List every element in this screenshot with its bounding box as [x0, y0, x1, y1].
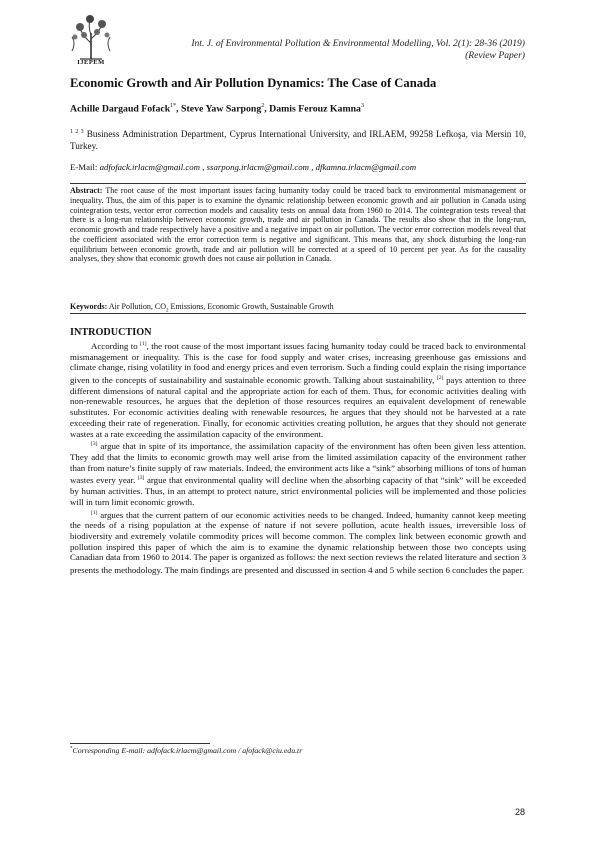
- citation-marker[interactable]: [3]: [137, 475, 145, 482]
- email-line: [70, 162, 526, 172]
- paragraph-2: [70, 439, 526, 507]
- abstract: [70, 186, 526, 264]
- citation-marker[interactable]: [1]: [140, 341, 147, 347]
- section-heading-introduction: INTRODUCTION: [70, 327, 152, 338]
- author-3: Damis Ferouz Kamna: [269, 103, 361, 115]
- journal-logo: [66, 13, 116, 69]
- author-separator: ,: [176, 103, 182, 115]
- keywords: [70, 302, 526, 317]
- footnote: [70, 746, 526, 755]
- footnote-text: Corresponding E-mail: adfofack.irlacm@gmail.com / afofack@ciu.edu.tr: [72, 746, 303, 755]
- citation-marker[interactable]: [2]: [437, 375, 444, 382]
- keywords-text-rest: Emissions, Economic Growth, Sustainable Growth: [168, 302, 334, 311]
- footnote-rule: [70, 743, 210, 744]
- email-label: E-Mail:: [70, 162, 100, 172]
- author-list: [70, 103, 530, 114]
- paragraph-1: [70, 339, 526, 439]
- author-1-marker: 1*: [170, 103, 177, 109]
- author-3-marker: 3: [360, 103, 364, 109]
- paragraph-text: argues that the current pattern of our economic activities needs to be changed. Indeed, humanity cannot keep meeting the needs of a rising population at the expense of nature if not severe pollution, acute health issues, irreversible loss of biodiversity and extremely volatile commodity prices will become common. The complex link between economic growth and pollution inspired this paper of which the aim is to examine the dynamic relationship between those two concepts using Canadian data from 1960 to 2014. The paper is organized as follows: the next section reviews the related literature and section 3 presents the methodology. The main findings are presented and discussed in section 4 and 5 while section 6 concludes the paper.: [70, 509, 526, 575]
- journal-line-2: (Review Paper): [465, 49, 525, 61]
- logo-lettering: IJEPEM: [77, 59, 105, 66]
- paragraph-3: [70, 508, 526, 576]
- paragraph-text: , the root cause of the most important issues facing humanity today could be traced back to environmental mismanagement or inequality. This is the case for food supply and water crises, increasing greenhouse gas emissions and climate change, rising volatility in food and energy prices and even terrorism. Such a finding could explain the rising importance given to the concepts of sustainability and sustainable economic growth. Talking about sustainability,: [70, 340, 526, 386]
- author-2-marker: 2: [261, 103, 265, 109]
- keywords-text: Air Pollution, CO: [107, 302, 167, 311]
- introduction-body: [70, 339, 526, 576]
- paragraph-text: According to: [91, 340, 141, 351]
- affiliation-text: Business Administration Department, Cyprus International University, and IRLAEM, 99258 Lefkoşa, via Mersin 10, Turkey.: [70, 129, 527, 151]
- paper-title: Economic Growth and Air Pollution Dynamics: The Case of Canada: [70, 76, 437, 90]
- citation-marker[interactable]: [1]: [91, 509, 98, 516]
- affiliation: [70, 127, 526, 152]
- abstract-label: Abstract:: [70, 186, 103, 195]
- abstract-top-rule: [70, 183, 526, 184]
- author-1: Achille Dargaud Fofack: [70, 103, 171, 115]
- abstract-text: The root cause of the most important issues facing humanity today could be traced back to environmental mismanagement or inequality. Thus, the aim of this paper is to examine the dynamic relationship between economic growth and air pollution in Canada using cointegration tests, vector error correction models and causality tests on annual data from 1960 to 2014. The cointegration tests reveal that there is a long-run relationship between economic growth, trade and air pollution in Canada. The results also show that in the long-run, economic growth and trade respectively have a positive and a negative impact on air pollution. The vector error correction models reveal that the coefficient associated with the error correction term is negative and significant. This means that, any shock disturbing the long-run equilibrium between economic growth, trade and air pollution will be corrected at a speed of 10 percent per year. As for the causality analyses, they show that economic growth does not cause air pollution in Canada.: [70, 186, 526, 264]
- affiliation-markers: 1 2 3: [70, 129, 84, 135]
- keywords-subscript: 2: [166, 308, 169, 314]
- footnote-marker: *: [70, 746, 73, 752]
- author-2: Steve Yaw Sarpong: [181, 103, 262, 115]
- tree-emblem-icon: [66, 13, 116, 61]
- paragraph-text: argue that in spite of its importance, the assimilation capacity of the environment has often been given less attention. They add that the limits to economic growth may well arise from the limited assimilation capacity of the environment rather than from nature’s finite supply of raw materials. Indeed, the environment acts like a “sink” absorbing millions of tons of human wastes every year.: [70, 441, 526, 486]
- paragraph-text: pays attention to three different dimensions of natural capital and the appropriate action for each of them. Thus, for economic activities dealing with non-renewable resources, he argues that the depletion of those resources requires an equivalent development of renewable substitutes. For economic activities dealing with renewable resources, he argues that they should not be harvested at a rate exceeding their rate of regeneration. Finally, for economic activities creating pollution, he argues that they should not generate wastes at a rate exceeding the assimilation capacity of the environment.: [70, 375, 526, 439]
- page-number: 28: [514, 807, 525, 817]
- email-addresses[interactable]: adfofack.irlacm@gmail.com , ssarpong.irlacm@gmail.com , dfkamna.irlacm@gmail.com: [99, 162, 417, 172]
- journal-citation: [125, 38, 525, 61]
- citation-marker[interactable]: [3]: [91, 441, 98, 448]
- author-separator: ,: [264, 103, 270, 115]
- abstract-bottom-rule: [70, 313, 526, 314]
- keywords-label: Keywords:: [70, 302, 108, 311]
- paragraph-text: argue that environmental quality will decline when the absorbing capacity of that “sink” will be exceeded by human activities. Thus, in an attempt to protect nature, strict environmental policies will be implemented and those policies will in turn limit economic growth.: [70, 475, 526, 507]
- journal-line-1: Int. J. of Environmental Pollution & Environmental Modelling, Vol. 2(1): 28-36 (2019): [191, 38, 525, 49]
